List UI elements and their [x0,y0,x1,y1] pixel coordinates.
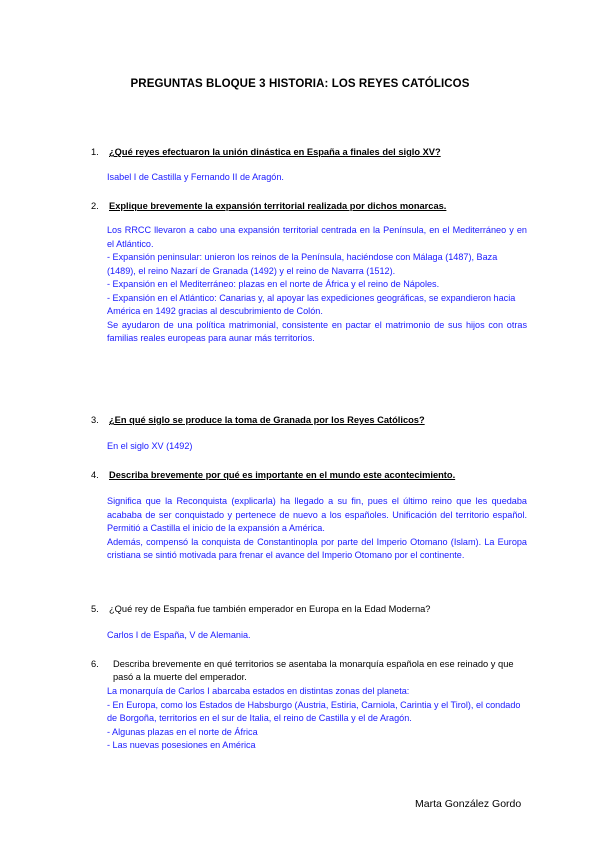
question-text: Explique brevemente la expansión territorial realizada por dichos monarcas. [109,201,447,211]
question-1 [91,146,531,159]
answer-3 [107,440,527,454]
question-text: ¿Qué reyes efectuaron la unión dinástica en España a finales del siglo XV? [109,147,441,157]
question-number: 1. [91,147,99,157]
page-title: PREGUNTAS BLOQUE 3 HISTORIA: LOS REYES CATÓLICOS [130,78,470,90]
question-4 [91,469,531,482]
question-text: Describa brevemente por qué es importante en el mundo este acontecimiento. [109,470,456,480]
answer-2 [107,224,527,346]
answer-4 [107,495,527,563]
question-number: 6. [91,659,99,669]
answer-paragraph: - Expansión en el Atlántico: Canarias y, al apoyar las expediciones geográficas, se expandieron hacia América en 1492 gracias al descubrimiento de Colón. [107,292,516,316]
answer-paragraph: En el siglo XV (1492) [107,441,193,451]
answer-5 [107,629,527,643]
answer-paragraph: - Las nuevas posesiones en América [107,740,256,750]
answer-1 [107,171,527,185]
answer-6 [107,685,531,753]
answer-paragraph: Carlos I de España, V de Alemania. [107,630,251,640]
question-number: 2. [91,201,99,211]
question-text: Describa brevemente en qué territorios se asentaba la monarquía española en ese reinado y que pasó a la muerte del emperador. [113,659,514,682]
answer-paragraph: La monarquía de Carlos I abarcaba estados en distintas zonas del planeta: [107,686,410,696]
answer-paragraph: Los RRCC llevaron a cabo una expansión territorial centrada en la Península, en el Mediterráneo y en el Atlántico. [107,225,527,249]
answer-paragraph: - Expansión peninsular: unieron los reinos de la Península, haciéndose con Málaga (1487), Baza (1489), el reino Nazarí de Granada (1492) y el reino de Navarra (1512). [107,252,498,276]
answer-paragraph: - Algunas plazas en el norte de África [107,726,258,737]
answer-paragraph: - Expansión en el Mediterráneo: plazas en el norte de África y el reino de Nápoles. [107,279,440,289]
question-number: 5. [91,604,99,614]
answer-paragraph: - En Europa, como los Estados de Habsburgo (Austria, Estiria, Carniola, Carintia y el Tirol), el condado de Borgoña, territorios en el sur de Italia, el reino de Castilla y el de Aragón. [107,699,521,723]
answer-paragraph: Isabel I de Castilla y Fernando II de Aragón. [107,172,284,182]
answer-paragraph: Además, compensó la conquista de Constantinopla por parte del Imperio Otomano (Islam). La Europa cristiana se sintió motivada para frenar el avance del Imperio Otomano por el continente. [107,536,527,560]
question-6 [91,658,527,684]
question-2 [91,200,531,213]
question-text: ¿Qué rey de España fue también emperador en Europa en la Edad Moderna? [109,604,431,614]
author-footer: Marta González Gordo [415,798,522,810]
answer-paragraph: Se ayudaron de una política matrimonial, consistente en pactar el matrimonio de sus hijos con otras familias reales europeas para aunar más territorios. [107,319,527,343]
question-5 [91,603,531,616]
question-3 [91,414,531,427]
question-number: 4. [91,470,99,480]
question-number: 3. [91,415,99,425]
question-text: ¿En qué siglo se produce la toma de Granada por los Reyes Católicos? [109,415,425,425]
answer-paragraph: Significa que la Reconquista (explicarla) ha llegado a su fin, pues el último reino que les quedaba acababa de ser conquistado y pertenece de nuevo a los españoles. Unificación del territorio español. Permitió a Castilla el inicio de la expansión a América. [107,496,527,533]
